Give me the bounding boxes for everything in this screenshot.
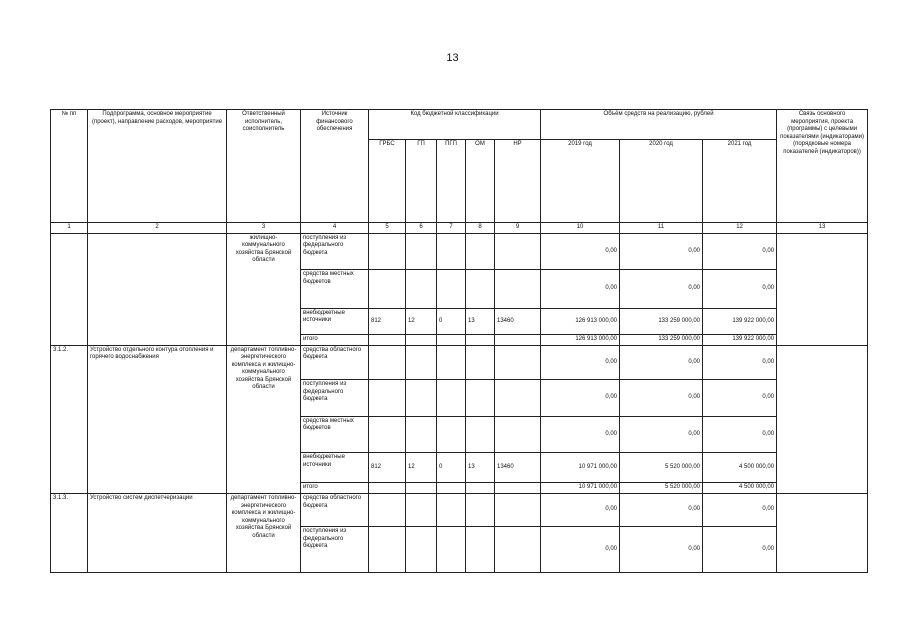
- value-2021: 0,00: [703, 270, 777, 308]
- row-number: [51, 233, 88, 345]
- col-number: 12: [703, 223, 777, 234]
- funding-source: внебюджетные источники: [301, 308, 369, 334]
- funding-source: средства местных бюджетов: [301, 416, 369, 452]
- col-number: 13: [777, 223, 868, 234]
- value-2019: 126 913 000,00: [541, 308, 620, 334]
- header-volume: Объём средств на реализацию, рублей: [541, 110, 777, 140]
- total-2019: 10 971 000,00: [541, 483, 620, 494]
- total-label: итого: [301, 335, 369, 346]
- header-subprogram: Подпрограмма, основное мероприятие (проект), направление расходов, мероприятие: [88, 110, 227, 223]
- value-2019: 0,00: [541, 345, 620, 379]
- value-2019: 0,00: [541, 494, 620, 527]
- table-row: [51, 233, 868, 269]
- col-number: 8: [466, 223, 495, 234]
- value-2021: 0,00: [703, 345, 777, 379]
- responsible-executor: департамент топливно-энергетического комплекса и жилищно-коммунального хозяйства Брянской области: [227, 494, 301, 573]
- value-2020: 5 520 000,00: [620, 453, 703, 483]
- measure-name: Устройство отдельного контура отопления и горячего водоснабжения: [88, 345, 227, 493]
- header-2019: 2019 год: [541, 140, 620, 223]
- col-number: 10: [541, 223, 620, 234]
- value-2020: 0,00: [620, 416, 703, 452]
- funding-source: поступления из федерального бюджета: [301, 233, 369, 269]
- col-number: 4: [301, 223, 369, 234]
- value-2020: 0,00: [620, 233, 703, 269]
- total-2021: 4 500 000,00: [703, 483, 777, 494]
- code-om: 13: [466, 308, 495, 334]
- funding-source: поступления из федерального бюджета: [301, 380, 369, 416]
- header-source: Источник финансового обеспечения: [301, 110, 369, 223]
- code-pgp: 0: [437, 308, 466, 334]
- total-2021: 139 922 000,00: [703, 335, 777, 346]
- table-row: [51, 345, 868, 379]
- col-number: 7: [437, 223, 466, 234]
- value-2020: 0,00: [620, 270, 703, 308]
- value-2019: 0,00: [541, 233, 620, 269]
- col-number: 3: [227, 223, 301, 234]
- col-number: 1: [51, 223, 88, 234]
- total-2020: 133 259 000,00: [620, 335, 703, 346]
- value-2021: 4 500 000,00: [703, 453, 777, 483]
- value-2021: 139 922 000,00: [703, 308, 777, 334]
- header-link: Связь основного мероприятия, проекта (программы) с целевыми показателями (индикаторами) (порядковые номера показателей (индикаторов)): [777, 110, 868, 223]
- funding-source: средства местных бюджетов: [301, 270, 369, 308]
- col-number: 5: [369, 223, 406, 234]
- code-gp: 12: [406, 453, 437, 483]
- value-2020: 0,00: [620, 380, 703, 416]
- code-grbs: 812: [369, 308, 406, 334]
- page-number: 13: [446, 52, 459, 64]
- value-2020: 0,00: [620, 527, 703, 573]
- table-row: [51, 494, 868, 527]
- value-2020: 133 259 000,00: [620, 308, 703, 334]
- indicator-link: [777, 494, 868, 573]
- total-2019: 126 913 000,00: [541, 335, 620, 346]
- code-pgp: 0: [437, 453, 466, 483]
- funding-source: средства областного бюджета: [301, 494, 369, 527]
- row-number: 3.1.3.: [51, 494, 88, 573]
- code-grbs: 812: [369, 453, 406, 483]
- col-number: 9: [495, 223, 541, 234]
- header-budget-code: Код бюджетной классификации: [369, 110, 541, 140]
- code-gp: 12: [406, 308, 437, 334]
- responsible-executor: жилищно-коммунального хозяйства Брянской области: [227, 233, 301, 345]
- col-number: 6: [406, 223, 437, 234]
- col-number: 2: [88, 223, 227, 234]
- responsible-executor: департамент топливно-энергетического комплекса и жилищно-коммунального хозяйства Брянской области: [227, 345, 301, 493]
- funding-source: поступления из федерального бюджета: [301, 527, 369, 573]
- value-2021: 0,00: [703, 416, 777, 452]
- total-label: итого: [301, 483, 369, 494]
- row-number: 3.1.2.: [51, 345, 88, 493]
- indicator-link: [777, 233, 868, 345]
- code-np: 13460: [495, 453, 541, 483]
- value-2019: 0,00: [541, 416, 620, 452]
- total-2020: 5 520 000,00: [620, 483, 703, 494]
- header-grbs: ГРБС: [369, 140, 406, 223]
- indicator-link: [777, 345, 868, 493]
- header-gp: ГП: [406, 140, 437, 223]
- value-2019: 10 971 000,00: [541, 453, 620, 483]
- value-2020: 0,00: [620, 345, 703, 379]
- header-pgp: ПГП: [437, 140, 466, 223]
- header-np: НР: [495, 140, 541, 223]
- code-om: 13: [466, 453, 495, 483]
- measure-name: [88, 233, 227, 345]
- col-number: 11: [620, 223, 703, 234]
- code-np: 13460: [495, 308, 541, 334]
- header-responsible: Ответственный исполнитель, соисполнитель: [227, 110, 301, 223]
- header-om: ОМ: [466, 140, 495, 223]
- funding-source: внебюджетные источники: [301, 453, 369, 483]
- value-2021: 0,00: [703, 527, 777, 573]
- value-2019: 0,00: [541, 380, 620, 416]
- value-2021: 0,00: [703, 233, 777, 269]
- value-2021: 0,00: [703, 380, 777, 416]
- value-2019: 0,00: [541, 270, 620, 308]
- column-number-row: [51, 223, 868, 234]
- value-2021: 0,00: [703, 494, 777, 527]
- header-2020: 2020 год: [620, 140, 703, 223]
- header-2021: 2021 год: [703, 140, 777, 223]
- value-2019: 0,00: [541, 527, 620, 573]
- value-2020: 0,00: [620, 494, 703, 527]
- budget-table: [50, 109, 868, 573]
- funding-source: средства областного бюджета: [301, 345, 369, 379]
- header-no: № пп: [51, 110, 88, 223]
- measure-name: Устройство систем диспетчеризации: [88, 494, 227, 573]
